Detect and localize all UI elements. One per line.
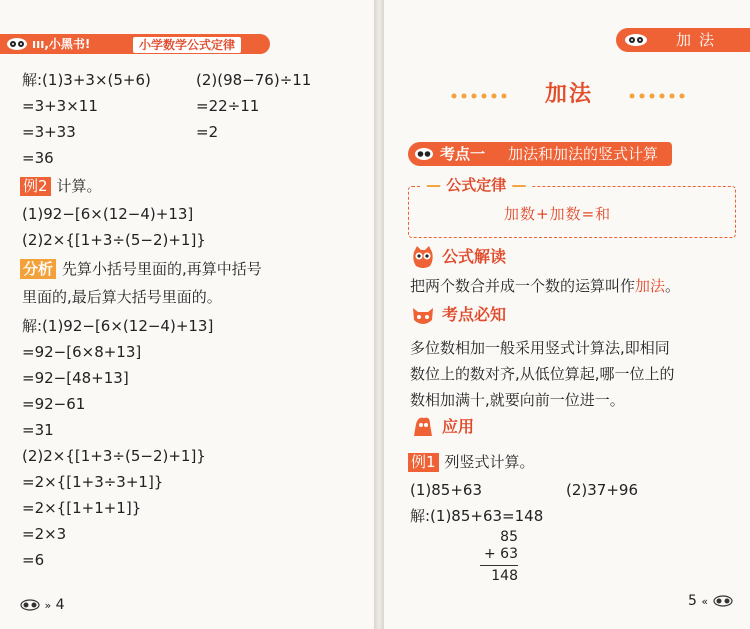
example-text: 列竖式计算。 <box>444 453 535 471</box>
example-1-heading <box>408 452 535 472</box>
section-title: 加法 <box>544 82 593 107</box>
step-9: =2×3 <box>22 525 67 543</box>
prev-solution-left-1: 解:(1)3+3×(5+6) <box>22 71 151 89</box>
formula-label: — 公式定律 — <box>420 174 532 196</box>
prev-solution-left-4: =36 <box>22 149 54 167</box>
mustknow-line-1: 多位数相加一般采用竖式计算法,即相同 <box>410 339 670 357</box>
page-number-5: 5 <box>688 593 697 609</box>
step-8: =2×{[1+1+1]} <box>22 499 142 517</box>
title-dots-left-icon <box>448 92 508 100</box>
left-page <box>0 0 374 629</box>
mascot-fox-icon <box>410 302 436 328</box>
series-name: ııı,小黑书! <box>32 37 91 51</box>
analysis-text-1: 先算小括号里面的,再算中括号 <box>62 260 262 278</box>
right-page-footer <box>688 592 733 611</box>
step-10: =6 <box>22 551 45 569</box>
vertical-mid: + 63 <box>484 546 518 562</box>
add-problem-2: (2)37+96 <box>566 481 638 499</box>
vertical-sum-line <box>480 565 518 566</box>
step-2: =92−[6×8+13] <box>22 343 142 361</box>
owl-footer-icon <box>713 595 733 607</box>
kaodian-title: 加法和加法的竖式计算 <box>508 145 659 163</box>
prev-solution-right-1: (2)(98−76)÷11 <box>196 71 312 89</box>
formula-label-text: 公式定律 <box>446 176 507 194</box>
example-tag: 例2 <box>20 177 51 196</box>
problem-2: (2)2×{[1+3÷(5−2)+1]} <box>22 231 206 249</box>
explain-text-main: 把两个数合并成一个数的运算叫作 <box>410 277 636 295</box>
footer-mark: » <box>44 599 52 612</box>
kaodian-label: 考点一 <box>440 145 486 163</box>
owl-footer-icon <box>20 599 40 611</box>
explain-highlight: 加法 <box>635 277 666 295</box>
vertical-result: 148 <box>491 568 518 584</box>
step-3: =92−[48+13] <box>22 369 129 387</box>
explain-text-end: 。 <box>665 277 681 295</box>
left-header-banner <box>0 34 270 54</box>
explain-heading: 公式解读 <box>442 247 507 266</box>
right-page <box>384 0 750 629</box>
step-4: =92−61 <box>22 395 86 413</box>
add-solution: 解:(1)85+63=148 <box>410 507 544 525</box>
example-tag: 例1 <box>408 453 439 472</box>
vertical-top: 85 <box>500 529 518 545</box>
title-dots-right-icon <box>628 92 688 100</box>
example-2-heading <box>20 176 102 196</box>
mascot-bird-icon <box>410 414 436 440</box>
right-header-banner <box>616 28 750 52</box>
header-topic: 加法 <box>676 31 723 49</box>
example-text: 计算。 <box>56 177 102 195</box>
explain-text <box>410 276 680 296</box>
step-1: 解:(1)92−[6×(12−4)+13] <box>22 317 214 335</box>
book-title: 小学数学公式定律 <box>132 36 242 54</box>
footer-mark: « <box>701 595 709 608</box>
analysis-line-2: 里面的,最后算大括号里面的。 <box>22 288 222 306</box>
prev-solution-left-3: =3+33 <box>22 123 76 141</box>
step-7: =2×{[1+3÷3+1]} <box>22 473 164 491</box>
mustknow-line-3: 数相加满十,就要向前一位进一。 <box>410 391 625 409</box>
problem-1: (1)92−[6×(12−4)+13] <box>22 205 194 223</box>
owl-icon <box>414 147 434 161</box>
mustknow-heading: 考点必知 <box>442 305 507 324</box>
book-gutter <box>374 0 384 629</box>
left-page-footer <box>20 596 65 615</box>
prev-solution-right-3: =2 <box>196 123 219 141</box>
mustknow-line-2: 数位上的数对齐,从低位算起,哪一位上的 <box>410 365 675 383</box>
analysis-line-1 <box>20 259 262 279</box>
kaodian-bar <box>408 142 672 166</box>
formula: 加数+加数=和 <box>504 205 612 223</box>
step-5: =31 <box>22 421 54 439</box>
apply-heading: 应用 <box>442 417 475 436</box>
add-problem-1: (1)85+63 <box>410 481 482 499</box>
owl-icon <box>624 33 648 47</box>
analysis-tag: 分析 <box>20 259 56 279</box>
page-number-4: 4 <box>55 597 65 613</box>
step-6: (2)2×{[1+3÷(5−2)+1]} <box>22 447 206 465</box>
mascot-owl-icon <box>410 244 436 270</box>
prev-solution-right-2: =22÷11 <box>196 97 260 115</box>
prev-solution-left-2: =3+3×11 <box>22 97 98 115</box>
owl-icon <box>6 37 28 51</box>
